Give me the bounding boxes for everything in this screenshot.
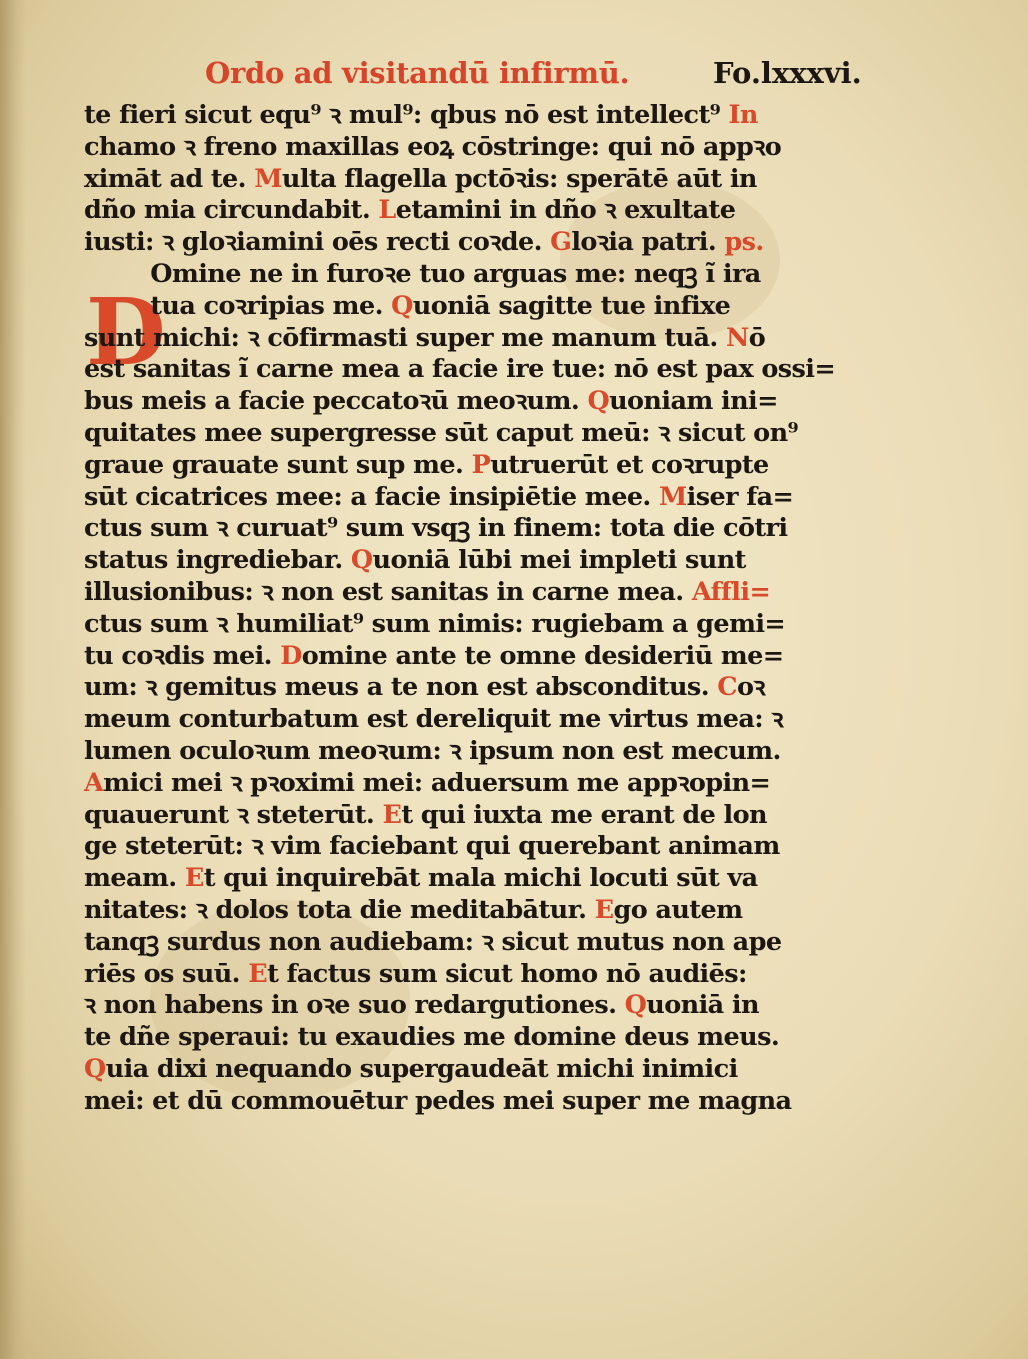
text-segment: oꝛ <box>736 672 765 703</box>
text-segment: uia dixi nequando supergaudeāt michi inimici <box>105 1053 738 1084</box>
running-header <box>205 56 885 96</box>
rubricated-initial: Q <box>391 290 413 321</box>
text-segment: um: ꝛ gemitus meus a te non est absconditus. <box>84 672 718 703</box>
body-text <box>84 100 884 1118</box>
text-segment: omine ante te omne desideriū me= <box>301 640 784 671</box>
text-line <box>84 831 884 863</box>
text-segment: est sanitas ĩ carne mea a facie ire tue: nō est pax ossi= <box>84 354 836 385</box>
rubricated-initial: Affli= <box>691 576 771 607</box>
text-line <box>84 482 884 514</box>
text-segment: etamini in dño ꝛ exultate <box>395 195 736 226</box>
rubricated-initial: Q <box>84 1053 106 1084</box>
text-segment: ctus sum ꝛ curuat⁹ sum vsqꝫ in finem: tota die cōtri <box>84 513 788 544</box>
text-line <box>84 990 884 1022</box>
text-line <box>84 736 884 768</box>
text-segment: utruerūt et coꝛrupte <box>490 449 769 480</box>
text-line <box>84 132 884 164</box>
text-segment: iusti: ꝛ gloꝛiamini oēs recti coꝛde. <box>84 227 551 258</box>
text-line <box>84 863 884 895</box>
page-edge-shadow <box>0 0 26 1359</box>
text-line <box>84 323 884 355</box>
text-segment: ō <box>748 322 766 353</box>
rubricated-initial: ps. <box>724 227 764 258</box>
text-segment: nitates: ꝛ dolos tota die meditabātur. <box>84 894 595 925</box>
text-line <box>84 768 884 800</box>
text-segment: uoniā lūbi mei impleti sunt <box>372 545 746 576</box>
rubricated-initial: N <box>726 322 749 353</box>
text-segment: iser fa= <box>686 481 794 512</box>
rubricated-initial: L <box>378 195 396 226</box>
text-segment: ctus sum ꝛ humiliat⁹ sum nimis: rugiebam a gemi= <box>84 608 786 639</box>
text-line <box>84 100 884 132</box>
decorated-initial: D <box>86 278 166 386</box>
rubricated-initial: A <box>84 767 104 798</box>
text-segment: chamo ꝛ freno maxillas eoꝝ cōstringe: qui nō appꝛo <box>84 131 782 162</box>
text-line <box>84 418 884 450</box>
text-segment: illusionibus: ꝛ non est sanitas in carne mea. <box>84 576 692 607</box>
text-line <box>84 641 884 673</box>
text-segment: Omine ne in furoꝛe tuo arguas me: neqꝫ ĩ ira <box>84 258 761 289</box>
rubricated-initial: D <box>280 640 302 671</box>
text-segment: te dñe speraui: tu exaudies me domine deus meus. <box>84 1022 780 1053</box>
text-segment: t qui inquirebāt mala michi locuti sūt va <box>203 863 758 894</box>
text-segment: uoniam ini= <box>609 386 778 417</box>
rubricated-initial: E <box>184 863 204 894</box>
text-line <box>84 672 884 704</box>
text-segment: go autem <box>613 894 743 925</box>
text-segment: uoniā sagitte tue infixe <box>412 290 731 321</box>
text-segment: dño mia circundabit. <box>84 195 379 226</box>
text-segment: t factus sum sicut homo nō audiēs: <box>267 958 747 989</box>
text-segment: mici mei ꝛ pꝛoximi mei: aduersum me appꝛopin= <box>103 767 771 798</box>
text-line <box>84 545 884 577</box>
text-segment: status ingrediebar. <box>84 545 351 576</box>
text-line <box>84 227 884 259</box>
text-segment: t qui iuxta me erant de lon <box>401 799 767 830</box>
text-segment: sunt michi: ꝛ cōfirmasti super me manum tuā. <box>84 322 726 353</box>
rubricated-initial: G <box>550 227 572 258</box>
rubricated-initial: Q <box>587 386 610 417</box>
text-segment: riēs os suū. <box>84 958 249 989</box>
text-line <box>84 1054 884 1086</box>
text-segment: tanqꝫ surdus non audiebam: ꝛ sicut mutus non ape <box>84 926 782 957</box>
rubricated-initial: E <box>382 799 402 830</box>
text-line <box>84 800 884 832</box>
text-segment: tu coꝛdis mei. <box>84 640 281 671</box>
text-segment: ximāt ad te. <box>84 163 255 194</box>
rubricated-initial: P <box>471 449 491 480</box>
text-segment: sūt cicatrices mee: a facie insipiētie mee. <box>84 481 659 512</box>
text-segment: graue grauate sunt sup me. <box>84 449 472 480</box>
text-line <box>84 609 884 641</box>
text-segment: mei: et dū commouētur pedes mei super me magna <box>84 1085 792 1116</box>
text-line <box>84 1086 884 1118</box>
running-title: Ordo ad visitandū infirmū. <box>205 56 630 90</box>
text-line <box>84 195 884 227</box>
text-line <box>84 927 884 959</box>
rubricated-initial: In <box>728 100 758 130</box>
text-line <box>84 1022 884 1054</box>
text-segment: ulta flagella pctōꝛis: sperātē aūt in <box>281 163 757 194</box>
text-line <box>84 164 884 196</box>
text-segment: tua coꝛripias me. <box>84 290 392 321</box>
text-line <box>84 704 884 736</box>
text-line <box>84 450 884 482</box>
rubricated-initial: E <box>248 958 268 989</box>
text-line <box>84 354 884 386</box>
rubricated-initial: M <box>254 163 282 194</box>
text-segment: quauerunt ꝛ steterūt. <box>84 799 383 830</box>
text-segment: lumen oculoꝛum meoꝛum: ꝛ ipsum non est mecum. <box>84 735 781 766</box>
text-segment: ge steterūt: ꝛ vim faciebant qui querebant animam <box>84 831 780 862</box>
rubricated-initial: E <box>594 894 614 925</box>
text-segment: meum conturbatum est dereliquit me virtus mea: ꝛ <box>84 704 783 735</box>
text-line <box>84 291 884 323</box>
text-segment: bus meis a facie peccatoꝛū meoꝛum. <box>84 386 588 417</box>
rubricated-initial: M <box>659 481 687 512</box>
text-line <box>84 895 884 927</box>
rubricated-initial: Q <box>350 545 373 576</box>
rubricated-initial: Q <box>624 990 647 1021</box>
folio-number: Fo.lxxxvi. <box>713 56 862 90</box>
text-segment: quitates mee supergresse sūt caput meū: ꝛ sicut on⁹ <box>84 417 799 448</box>
text-line <box>84 577 884 609</box>
rubricated-initial: C <box>717 672 737 703</box>
text-segment: ꝛ non habens in oꝛe suo redargutiones. <box>84 990 625 1021</box>
text-line <box>84 259 884 291</box>
text-segment: loꝛia patri. <box>571 227 725 258</box>
text-segment: uoniā in <box>646 990 759 1021</box>
text-segment: meam. <box>84 863 185 894</box>
text-segment: te fieri sicut equ⁹ ꝛ mul⁹: qbus nō est intellect⁹ <box>84 100 729 130</box>
text-line <box>84 513 884 545</box>
text-line <box>84 959 884 991</box>
text-line <box>84 386 884 418</box>
